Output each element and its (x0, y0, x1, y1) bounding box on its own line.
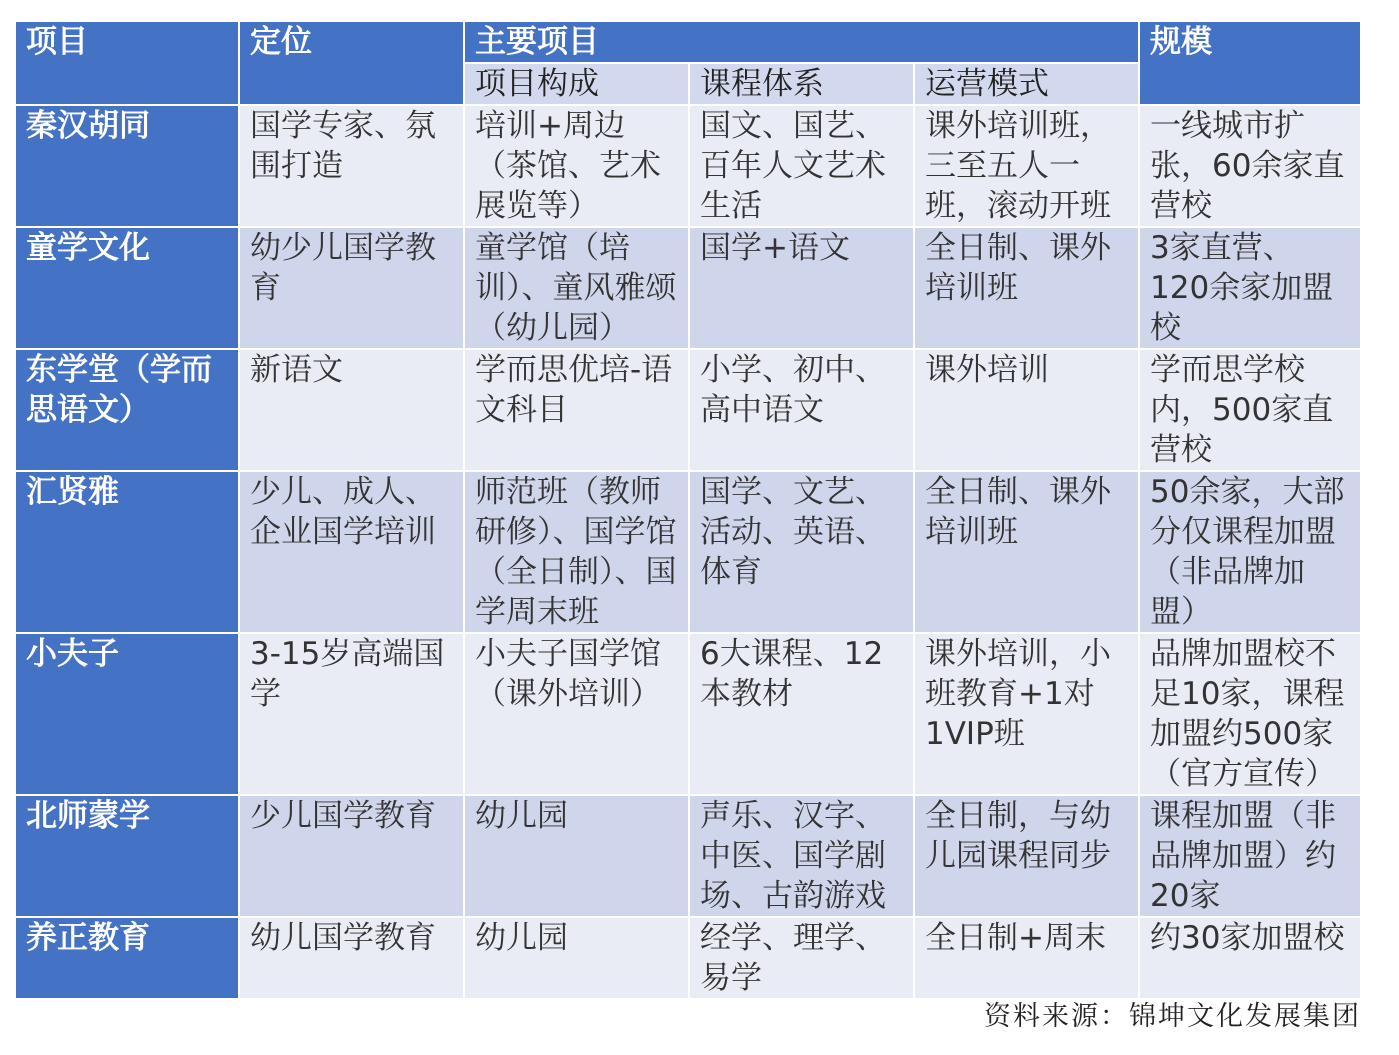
cell-positioning: 幼少儿国学教育 (239, 227, 464, 349)
cell-curriculum: 国文、国艺、百年人文艺术生活 (689, 105, 914, 227)
cell-positioning: 幼儿国学教育 (239, 917, 464, 999)
row-name: 童学文化 (15, 227, 239, 349)
cell-scale: 一线城市扩张，60余家直营校 (1139, 105, 1361, 227)
cell-operation: 课外培训，小班教育+1对1VIP班 (914, 633, 1139, 795)
cell-operation: 全日制、课外培训班 (914, 471, 1139, 633)
cell-curriculum: 6大课程、12本教材 (689, 633, 914, 795)
cell-composition: 幼儿园 (464, 917, 689, 999)
cell-scale: 约30家加盟校 (1139, 917, 1361, 999)
row-name: 养正教育 (15, 917, 239, 999)
comparison-table (14, 20, 1362, 1000)
header-scale: 规模 (1139, 21, 1361, 105)
cell-curriculum: 国学+语文 (689, 227, 914, 349)
cell-operation: 全日制，与幼儿园课程同步 (914, 795, 1139, 917)
cell-positioning: 少儿、成人、企业国学培训 (239, 471, 464, 633)
cell-scale: 品牌加盟校不足10家，课程加盟约500家（官方宣传） (1139, 633, 1361, 795)
cell-positioning: 3-15岁高端国学 (239, 633, 464, 795)
cell-positioning: 少儿国学教育 (239, 795, 464, 917)
cell-scale: 50余家，大部分仅课程加盟（非品牌加盟） (1139, 471, 1361, 633)
cell-curriculum: 经学、理学、易学 (689, 917, 914, 999)
header-main-projects: 主要项目 (464, 21, 1139, 63)
cell-positioning: 新语文 (239, 349, 464, 471)
cell-operation: 全日制、课外培训班 (914, 227, 1139, 349)
cell-curriculum: 声乐、汉字、中医、国学剧场、古韵游戏 (689, 795, 914, 917)
cell-curriculum: 国学、文艺、活动、英语、体育 (689, 471, 914, 633)
cell-composition: 小夫子国学馆（课外培训） (464, 633, 689, 795)
table-row (15, 471, 1361, 633)
header-operation: 运营模式 (914, 63, 1139, 105)
table-row (15, 105, 1361, 227)
header-positioning: 定位 (239, 21, 464, 105)
table-row (15, 917, 1361, 999)
cell-scale: 学而思学校内，500家直营校 (1139, 349, 1361, 471)
cell-curriculum: 小学、初中、高中语文 (689, 349, 914, 471)
cell-composition: 童学馆（培训）、童风雅颂（幼儿园） (464, 227, 689, 349)
row-name: 北师蒙学 (15, 795, 239, 917)
cell-composition: 师范班（教师研修）、国学馆（全日制）、国学周末班 (464, 471, 689, 633)
cell-operation: 课外培训班，三至五人一班，滚动开班 (914, 105, 1139, 227)
row-name: 秦汉胡同 (15, 105, 239, 227)
source-note: 资料来源：锦坤文化发展集团 (984, 1001, 1361, 1032)
cell-scale: 3家直营、120余家加盟校 (1139, 227, 1361, 349)
cell-scale: 课程加盟（非品牌加盟）约20家 (1139, 795, 1361, 917)
header-project: 项目 (15, 21, 239, 105)
cell-operation: 课外培训 (914, 349, 1139, 471)
header-curriculum: 课程体系 (689, 63, 914, 105)
table-row (15, 227, 1361, 349)
row-name: 汇贤雅 (15, 471, 239, 633)
cell-composition: 学而思优培-语文科目 (464, 349, 689, 471)
cell-composition: 培训+周边（茶馆、艺术展览等） (464, 105, 689, 227)
cell-positioning: 国学专家、氛围打造 (239, 105, 464, 227)
table-row (15, 349, 1361, 471)
row-name: 东学堂（学而思语文） (15, 349, 239, 471)
cell-composition: 幼儿园 (464, 795, 689, 917)
header-composition: 项目构成 (464, 63, 689, 105)
table-row (15, 795, 1361, 917)
table-row (15, 633, 1361, 795)
row-name: 小夫子 (15, 633, 239, 795)
cell-operation: 全日制+周末 (914, 917, 1139, 999)
